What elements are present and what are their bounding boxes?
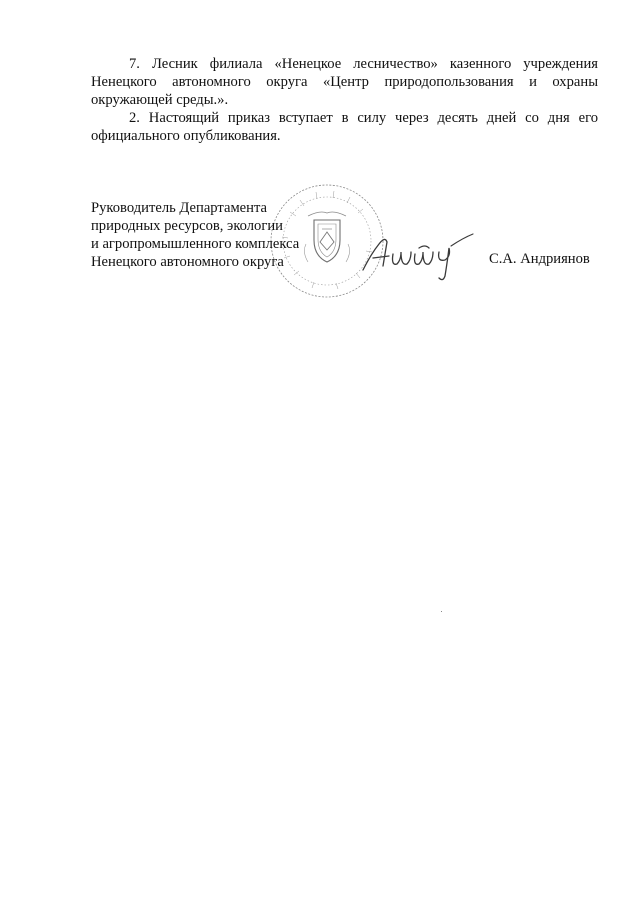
signer-name: С.А. Андриянов xyxy=(489,251,590,267)
position-line: природных ресурсов, экологии xyxy=(91,218,283,234)
paragraph-item-2: 2. Настоящий приказ вступает в силу через десять дней со дня его официального опубликования. xyxy=(91,110,598,144)
handwritten-signature-icon xyxy=(355,224,480,284)
scan-artifact xyxy=(441,611,442,612)
order-text xyxy=(91,55,598,145)
position-line: Руководитель Департамента xyxy=(91,200,267,216)
position-line: и агропромышленного комплекса xyxy=(91,236,300,252)
paragraph-item-7: 7. Лесник филиала «Ненецкое лесничество» казенного учреждения Ненецкого автономного округа «Центр природопользования и охраны окружающей среды.». xyxy=(91,56,598,108)
position-line: Ненецкого автономного округа xyxy=(91,254,284,270)
